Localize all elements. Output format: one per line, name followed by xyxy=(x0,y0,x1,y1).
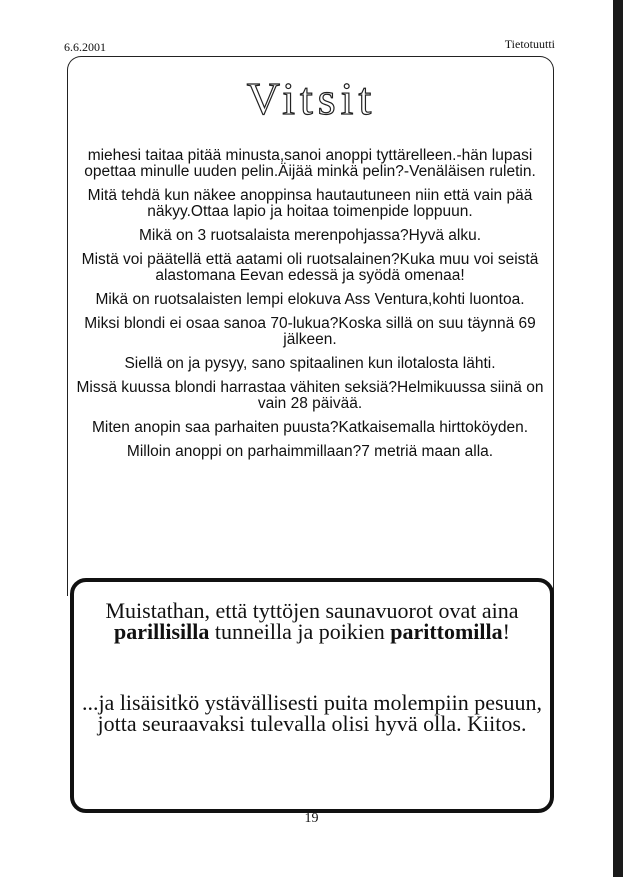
page-number: 19 xyxy=(304,811,319,826)
notice-emphasis-even: parillisilla xyxy=(114,619,210,644)
header-date: 6.6.2001 xyxy=(64,40,106,54)
notice-paragraph-2: ...ja lisäisitkö ystävällisesti puita molempiin pesuun, jotta seuraavaksi tulevalla olisi hyvä olla. Kiitos. xyxy=(81,690,543,736)
notice-text: ! xyxy=(502,619,510,644)
joke-item: Miten anopin saa parhaiten puusta?Katkaisemalla hirttoköyden. xyxy=(92,419,528,436)
joke-item: miehesi taitaa pitää minusta,sanoi anoppi tyttärelleen.-hän lupasi opettaa minulle uuden pelin.Äijää minkä pelin?-Venäläisen ruletin. xyxy=(84,147,536,180)
joke-item: Mikä on ruotsalaisten lempi elokuva Ass Ventura,kohti luontoa. xyxy=(95,291,525,308)
notice-text: tunneilla ja poikien xyxy=(209,619,391,644)
notice-paragraph-1 xyxy=(74,600,550,642)
joke-item: Milloin anoppi on parhaimmillaan?7 metriä maan alla. xyxy=(126,443,494,460)
notice-emphasis-odd: parittomilla xyxy=(390,619,503,644)
notice-text: Muistathan, että tyttöjen saunavuorot ovat aina xyxy=(105,598,519,623)
jokes-list xyxy=(64,148,556,468)
sauna-notice-box xyxy=(70,578,554,813)
page-edge-shadow xyxy=(613,0,623,877)
joke-item: Mitä tehdä kun näkee anoppinsa hautautuneen niin että vain pää näkyy.Ottaa lapio ja hoitaa toimenpide loppuun. xyxy=(87,187,533,220)
header-publication: Tietotuutti xyxy=(504,37,555,51)
joke-item: Siellä on ja pysyy, sano spitaalinen kun ilotalosta lähti. xyxy=(124,355,496,372)
joke-item: Mistä voi päätellä että aatami oli ruotsalainen?Kuka muu voi seistä alastomana Eevan edessä ja syödä omenaa! xyxy=(81,251,539,284)
joke-item: Missä kuussa blondi harrastaa vähiten seksiä?Helmikuussa siinä on vain 28 päivää. xyxy=(76,379,544,412)
joke-item: Mikä on 3 ruotsalaista merenpohjassa?Hyvä alku. xyxy=(138,227,482,244)
page-title: Vitsit xyxy=(246,73,377,124)
joke-item: Miksi blondi ei osaa sanoa 70-lukua?Koska sillä on suu täynnä 69 jälkeen. xyxy=(84,315,536,348)
